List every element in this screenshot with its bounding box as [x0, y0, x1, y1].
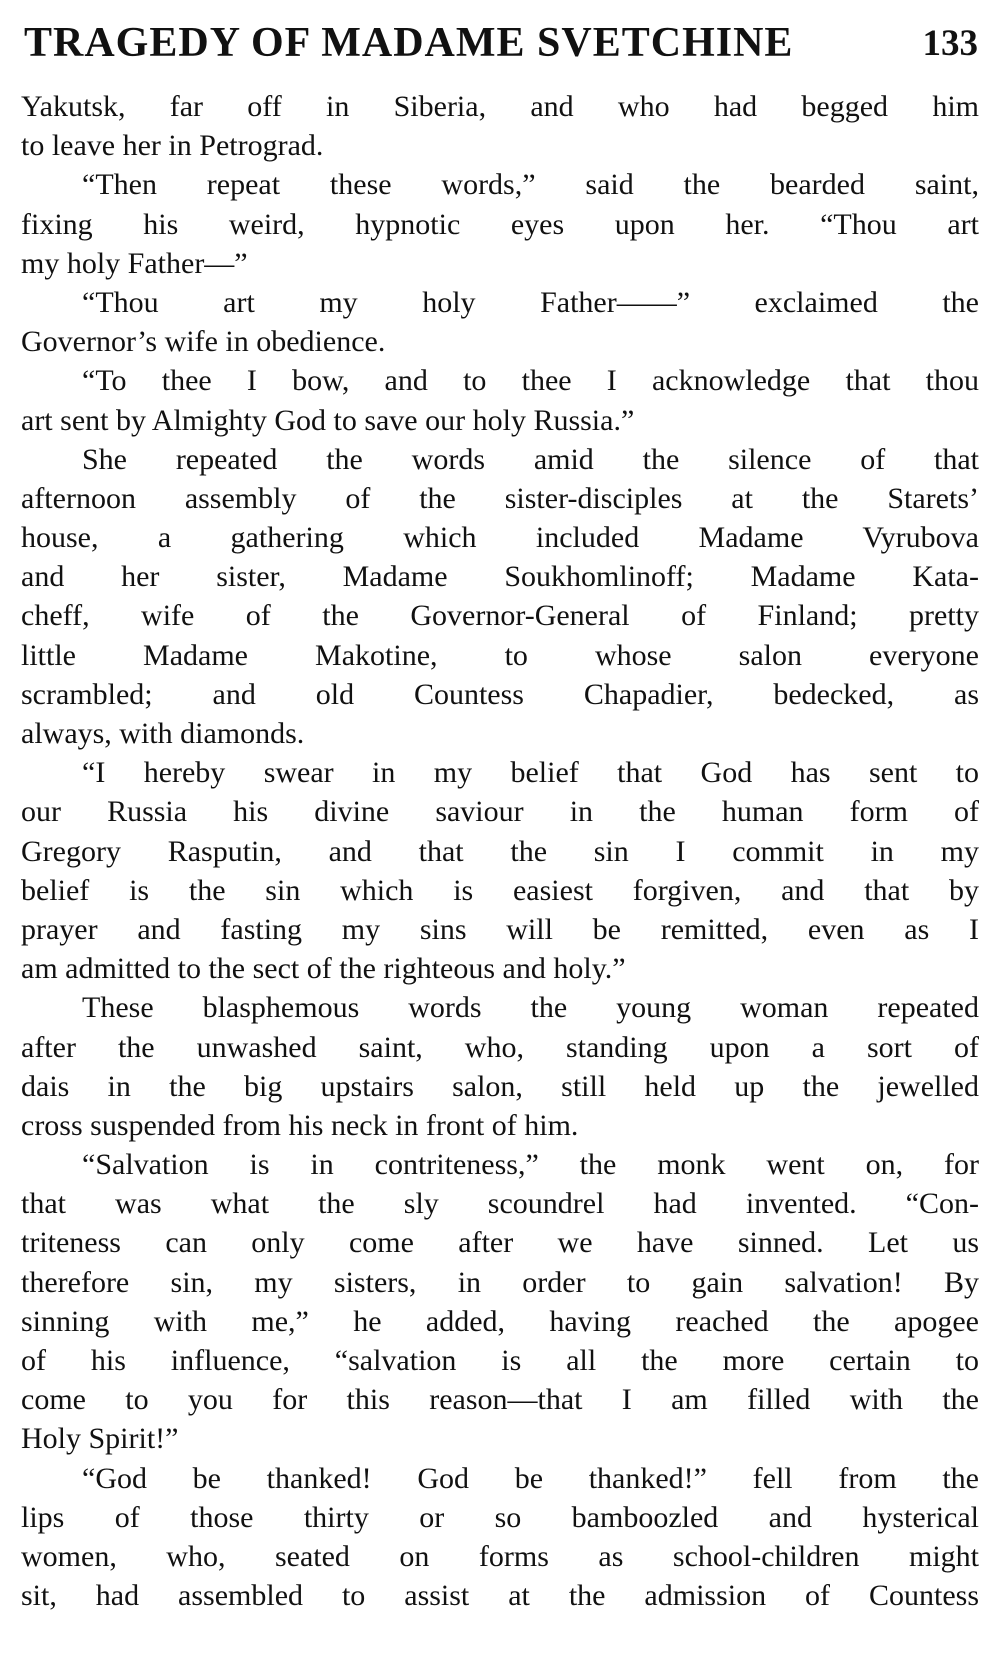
text-line: cross suspended from his neck in front of him. [21, 1108, 579, 1142]
text-line: “I hereby swear in my belief that God has sent to [82, 756, 979, 790]
text-line: of his influence, “salvation is all the more certain to [21, 1344, 979, 1377]
text-line: Gregory Rasputin, and that the sin I commit in my [21, 834, 979, 868]
text-line: art sent by Almighty God to save our holy Russia.” [21, 403, 635, 437]
text-line: dais in the big upstairs salon, still held up the jewelled [21, 1069, 979, 1103]
text-line: am admitted to the sect of the righteous and holy.” [21, 952, 626, 986]
text-line: lips of those thirty or so bamboozled and hysterical [21, 1500, 979, 1534]
text-line: our Russia his divine saviour in the human form of [21, 795, 979, 829]
text-line: “God be thanked! God be thanked!” fell from the [82, 1461, 979, 1495]
text-line: little Madame Makotine, to whose salon everyone [21, 638, 979, 672]
text-line: She repeated the words amid the silence of that [82, 442, 979, 476]
text-line: women, who, seated on forms as school-children might [21, 1539, 979, 1573]
text-line: that was what the sly scoundrel had invented. “Con- [21, 1187, 979, 1221]
text-line: always, with diamonds. [21, 717, 305, 750]
text-line: “To thee I bow, and to thee I acknowledge that thou [82, 364, 979, 398]
text-line: come to you for this reason—that I am filled with the [21, 1383, 979, 1417]
text-line: belief is the sin which is easiest forgiven, and that by [21, 873, 979, 907]
text-line: to leave her in Petrograd. [21, 129, 324, 163]
text-line: fixing his weird, hypnotic eyes upon her. “Thou art [21, 207, 979, 241]
text-line: “Thou art my holy Father——” exclaimed the [82, 285, 979, 319]
text-line: “Salvation is in contriteness,” the monk went on, for [82, 1148, 979, 1182]
text-line: Holy Spirit!” [21, 1422, 179, 1456]
text-line: Governor’s wife in obedience. [21, 325, 386, 359]
text-line: my holy Father—” [21, 246, 248, 280]
page-number: 133 [922, 22, 978, 64]
text-line: therefore sin, my sisters, in order to gain salvation! By [21, 1265, 979, 1299]
text-line: house, a gathering which included Madame Vyrubova [21, 521, 979, 555]
running-head [24, 8, 978, 78]
running-title: TRAGEDY OF MADAME SVETCHINE [24, 20, 794, 66]
text-line: scrambled; and old Countess Chapadier, bedecked, as [21, 677, 979, 711]
text-line: sit, had assembled to assist at the admission of Countess [21, 1579, 979, 1613]
text-line: triteness can only come after we have sinned. Let us [21, 1226, 979, 1260]
text-line: after the unwashed saint, who, standing upon a sort of [21, 1030, 979, 1064]
text-line: cheff, wife of the Governor-General of Finland; pretty [21, 599, 979, 633]
text-line: sinning with me,” he added, having reached the apogee [21, 1304, 979, 1338]
text-line: “Then repeat these words,” said the bearded saint, [82, 168, 979, 202]
text-line: afternoon assembly of the sister-disciples at the Starets’ [21, 481, 979, 515]
text-line: These blasphemous words the young woman repeated [82, 991, 979, 1025]
text-line: and her sister, Madame Soukhomlinoff; Madame Kata- [21, 560, 979, 594]
body-text [21, 87, 979, 1615]
text-line: prayer and fasting my sins will be remitted, even as I [21, 912, 979, 946]
text-line: Yakutsk, far off in Siberia, and who had begged him [21, 90, 979, 123]
